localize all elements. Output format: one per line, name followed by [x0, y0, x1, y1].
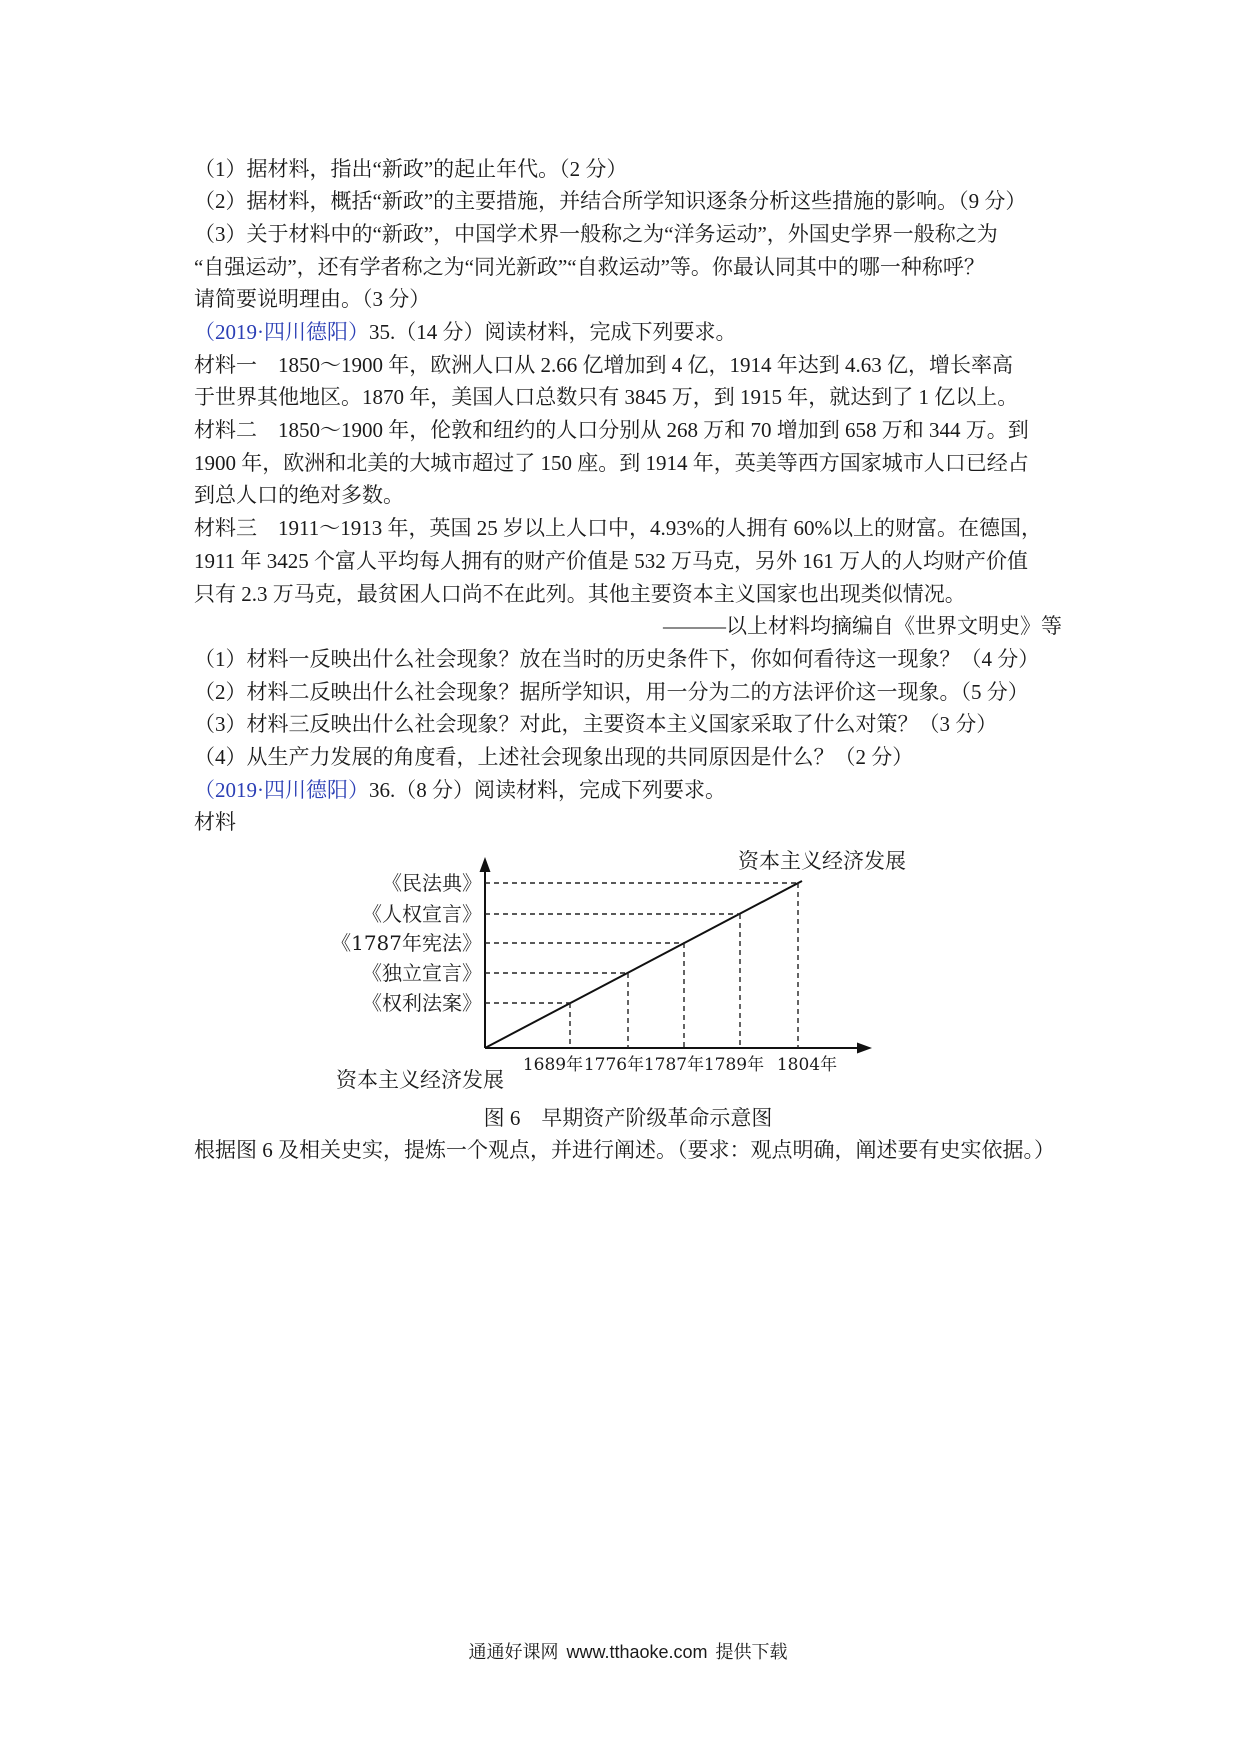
- material-line: 于世界其他地区。1870 年，美国人口总数只有 3845 万，到 1915 年，就达到了 1 亿以上。: [194, 385, 1019, 410]
- question-36-title: 36.（8 分）阅读材料，完成下列要求。: [369, 777, 726, 802]
- footer-site-name: 通通好课网: [468, 1642, 559, 1662]
- material-line: 1911 年 3425 个富人平均每人拥有的财产价值是 532 万马克，另外 161 万人的人均财产价值: [194, 548, 1028, 573]
- year-label: 1789年: [703, 1055, 765, 1075]
- label-end: 资本主义经济发展: [738, 849, 906, 873]
- question-line: “自强运动”，还有学者称之为“同光新政”“自救运动”等。你最认同其中的哪一种称呼？: [194, 254, 985, 279]
- label-start: 资本主义经济发展: [336, 1068, 504, 1092]
- material-line: 只有 2.3 万马克，最贫困人口尚不在此列。其他主要资本主义国家也出现类似情况。: [194, 581, 966, 606]
- year-label: 1689年: [522, 1055, 584, 1075]
- material-line: 材料二 1850～1900 年，伦敦和纽约的人口分别从 268 万和 70 增加到 658 万和 344 万。到: [194, 418, 1029, 443]
- figure-caption: 图 6 早期资产阶级革命示意图: [483, 1105, 773, 1130]
- x-axis-arrow: [857, 1043, 872, 1054]
- question-36-prompt: 根据图 6 及相关史实，提炼一个观点，并进行阐述。（要求：观点明确，阐述要有史实依据。）: [194, 1138, 1055, 1163]
- source-tag: （2019·四川德阳）: [194, 777, 369, 802]
- revolution-diagram: [320, 845, 940, 1095]
- question-35-title: 35.（14 分）阅读材料，完成下列要求。: [369, 320, 737, 345]
- document-label: 《人权宣言》: [362, 902, 482, 926]
- question-line: （3）关于材料中的“新政”，中国学术界一般称之为“洋务运动”，外国史学界一般称之为: [194, 221, 998, 246]
- material-label: 材料: [194, 810, 236, 835]
- development-line: [485, 881, 802, 1048]
- document-label: 《独立宣言》: [362, 961, 482, 985]
- sub-question-line: （3）材料三反映出什么社会现象？对此，主要资本主义国家采取了什么对策？（3 分）: [194, 712, 998, 737]
- sub-question-line: （4）从生产力发展的角度看，上述社会现象出现的共同原因是什么？（2 分）: [194, 744, 914, 769]
- year-label: 1776年: [583, 1055, 645, 1075]
- material-line: 材料一 1850～1900 年，欧洲人口从 2.66 亿增加到 4 亿，1914 年达到 4.63 亿，增长率高: [194, 352, 1013, 377]
- question-36-header: [194, 774, 1062, 807]
- y-axis-arrow: [480, 857, 491, 872]
- document-label: 《民法典》: [382, 871, 482, 895]
- footer-suffix: 提供下载: [715, 1642, 788, 1662]
- document-label: 《1787年宪法》: [331, 931, 482, 955]
- material-citation: ———以上材料均摘编自《世界文明史》等: [663, 614, 1062, 639]
- material-line: 1900 年，欧洲和北美的大城市超过了 150 座。到 1914 年，英美等西方国家城市人口已经占: [194, 450, 1029, 475]
- question-line: （1）据材料，指出“新政”的起止年代。（2 分）: [194, 156, 628, 181]
- year-label: 1787年: [643, 1055, 705, 1075]
- question-35-header: [194, 316, 1062, 349]
- material-line: 到总人口的绝对多数。: [194, 483, 404, 508]
- document-label: 《权利法案》: [362, 991, 482, 1015]
- exam-text-block: [194, 153, 1062, 839]
- sub-question-line: （2）材料二反映出什么社会现象？据所学知识，用一分为二的方法评价这一现象。（5 分）: [194, 679, 1029, 704]
- page-footer: [194, 1640, 1062, 1664]
- question-line: 请简要说明理由。（3 分）: [194, 287, 431, 312]
- source-tag: （2019·四川德阳）: [194, 320, 369, 345]
- question-line: （2）据材料，概括“新政”的主要措施，并结合所学知识逐条分析这些措施的影响。（9 分）: [194, 189, 1027, 214]
- year-label: 1804年: [776, 1055, 838, 1075]
- footer-url: www.tthaoke.com: [566, 1642, 708, 1662]
- material-line: 材料三 1911～1913 年，英国 25 岁以上人口中，4.93%的人拥有 60%以上的财富。在德国，: [194, 516, 1042, 541]
- sub-question-line: （1）材料一反映出什么社会现象？放在当时的历史条件下，你如何看待这一现象？（4 分）: [194, 646, 1040, 671]
